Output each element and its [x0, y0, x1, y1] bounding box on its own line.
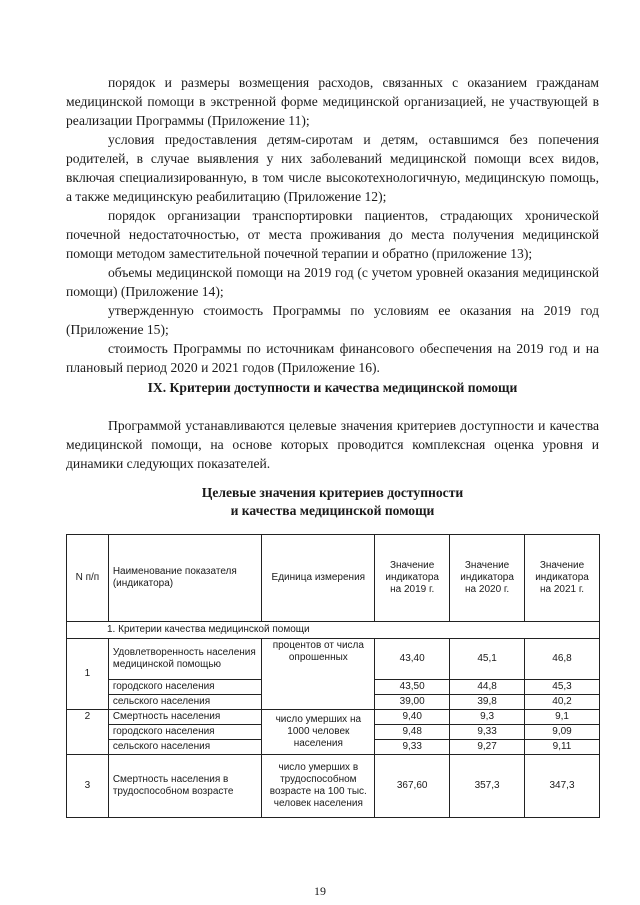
row-num: 3 — [67, 755, 109, 818]
value-2021: 46,8 — [525, 639, 600, 680]
table-title-line1: Целевые значения критериев доступности — [201, 485, 464, 500]
page-number: 19 — [314, 884, 326, 898]
paragraph: условия предоставления детям-сиротам и детям, оставшимся без попечения родителей, в случае выявления у них заболеваний медицинской помощи всех видов, включая специализированную, в том числе высокотехнологичную, медицинскую помощь, а также медицинскую реабилитацию (Приложение 12); — [66, 132, 599, 204]
row-unit: число умерших в трудоспособном возрасте на 100 тыс. человек населения — [262, 755, 375, 818]
intro-paragraph: Программой устанавливаются целевые значения критериев доступности и качества медицинской помощи, на основе которых проводится комплексная оценка уровня и динамики следующих показателей. — [66, 418, 599, 471]
value-2021: 45,3 — [525, 680, 600, 695]
value-2020: 39,8 — [450, 695, 525, 710]
header-2019: Значение индикатора на 2019 г. — [375, 535, 450, 622]
table-row — [67, 710, 600, 725]
value-2021: 40,2 — [525, 695, 600, 710]
table-row — [67, 755, 600, 818]
value-2021: 9,1 — [525, 710, 600, 725]
paragraph: порядок организации транспортировки пациентов, страдающих хронической почечной недостаточностью, от места проживания до места получения медицинской помощи методом заместительной почечной терапии и обратно (приложение 13); — [66, 208, 599, 261]
table-title-line2: и качества медицинской помощи — [230, 503, 435, 518]
body-text — [66, 73, 599, 377]
section-heading: IX. Критерии доступности и качества медицинской помощи — [147, 380, 518, 395]
header-2021: Значение индикатора на 2021 г. — [525, 535, 600, 622]
row-name: городского населения — [108, 725, 262, 740]
row-name: городского населения — [108, 680, 262, 695]
table-row — [67, 639, 600, 680]
table-header-row — [67, 535, 600, 622]
group-row — [67, 622, 600, 639]
row-name: сельского населения — [108, 695, 262, 710]
paragraph: порядок и размеры возмещения расходов, связанных с оказанием гражданам медицинской помощи в экстренной форме медицинской организацией, не участвующей в реализации Программы (Приложение 11); — [66, 75, 599, 128]
value-2020: 9,27 — [450, 740, 525, 755]
value-2020: 9,3 — [450, 710, 525, 725]
row-unit: процентов от числа опрошенных — [262, 639, 375, 710]
value-2019: 367,60 — [375, 755, 450, 818]
value-2020: 9,33 — [450, 725, 525, 740]
value-2020: 357,3 — [450, 755, 525, 818]
row-num: 2 — [67, 710, 109, 755]
row-name: Удовлетворенность населения медицинской помощью — [108, 639, 262, 680]
value-2020: 44,8 — [450, 680, 525, 695]
paragraph: стоимость Программы по источникам финансового обеспечения на 2019 год и на плановый период 2020 и 2021 годов (Приложение 16). — [66, 341, 599, 375]
row-name: сельского населения — [108, 740, 262, 755]
group-label: 1. Критерии качества медицинской помощи — [67, 622, 600, 639]
value-2019: 9,40 — [375, 710, 450, 725]
table-title — [66, 484, 599, 520]
row-unit: число умерших на 1000 человек населения — [262, 710, 375, 755]
header-num: N п/п — [67, 535, 109, 622]
paragraph: объемы медицинской помощи на 2019 год (с учетом уровней оказания медицинской помощи) (Приложение 14); — [66, 265, 599, 299]
header-2020: Значение индикатора на 2020 г. — [450, 535, 525, 622]
value-2019: 43,40 — [375, 639, 450, 680]
value-2021: 9,11 — [525, 740, 600, 755]
header-name: Наименование показателя (индикатора) — [108, 535, 262, 622]
value-2020: 45,1 — [450, 639, 525, 680]
value-2019: 39,00 — [375, 695, 450, 710]
value-2019: 9,48 — [375, 725, 450, 740]
row-name: Смертность населения — [108, 710, 262, 725]
paragraph: утвержденную стоимость Программы по условиям ее оказания на 2019 год (Приложение 15); — [66, 303, 599, 337]
header-unit: Единица измерения — [262, 535, 375, 622]
value-2019: 43,50 — [375, 680, 450, 695]
row-name: Смертность населения в трудоспособном возрасте — [108, 755, 262, 818]
value-2021: 9,09 — [525, 725, 600, 740]
row-num: 1 — [67, 639, 109, 710]
value-2019: 9,33 — [375, 740, 450, 755]
value-2021: 347,3 — [525, 755, 600, 818]
criteria-table — [66, 534, 600, 818]
